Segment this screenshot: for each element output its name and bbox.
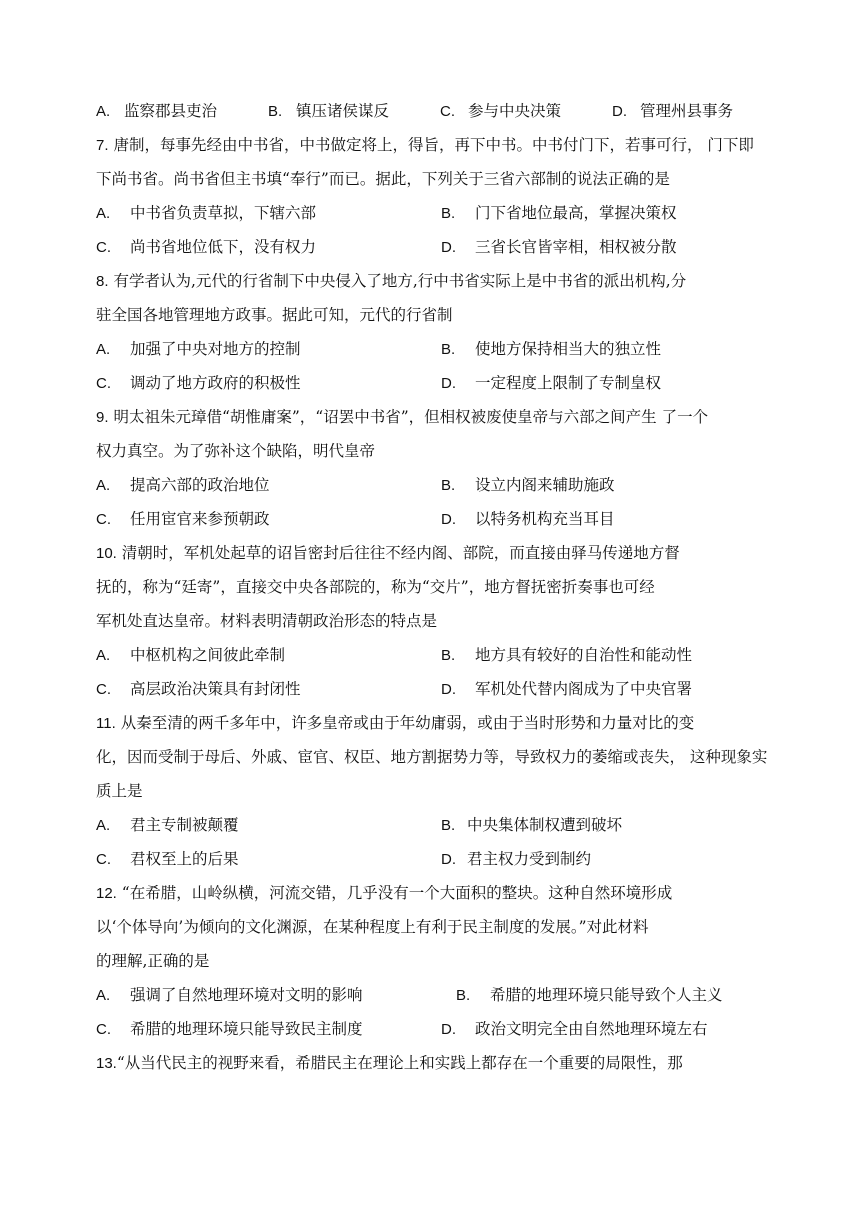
option-c <box>96 676 441 710</box>
option-text: 中央集体制权遭到破坏 <box>467 816 623 834</box>
option-c <box>96 370 441 404</box>
option-letter: A. <box>96 647 111 664</box>
question-10 <box>96 540 786 710</box>
option-text: 管理州县事务 <box>640 102 734 120</box>
options-row <box>96 472 786 506</box>
question-stem-line <box>96 948 786 982</box>
option-letter: D. <box>441 511 456 528</box>
question-stem-line <box>96 710 786 744</box>
question-stem-line <box>96 880 786 914</box>
option-letter: D. <box>612 103 627 120</box>
question-number: 10. <box>96 545 117 562</box>
stem-text: 驻全国各地管理地方政事。据此可知，元代的行省制 <box>96 306 453 324</box>
option-text: 君主权力受到制约 <box>467 850 592 868</box>
question-stem-line <box>96 744 786 778</box>
option-text: 尚书省地位低下，没有权力 <box>130 238 317 256</box>
option-d <box>441 1016 786 1050</box>
option-text: 政治文明完全由自然地理环境左右 <box>475 1020 708 1038</box>
option-text: 中书省负责草拟，下辖六部 <box>130 204 317 222</box>
question-stem-line <box>96 438 786 472</box>
option-letter: C. <box>96 511 111 528</box>
options-row <box>96 336 786 370</box>
options-row <box>96 676 786 710</box>
option-letter: C. <box>96 1021 111 1038</box>
stem-text: 军机处直达皇帝。材料表明清朝政治形态的特点是 <box>96 612 438 630</box>
option-c <box>96 846 441 880</box>
option-letter: B. <box>456 987 471 1004</box>
option-a <box>96 982 456 1016</box>
question-13 <box>96 1050 786 1084</box>
option-text: 强调了自然地理环境对文明的影响 <box>130 986 363 1004</box>
question-11 <box>96 710 786 880</box>
question-number: 12. <box>96 885 117 902</box>
option-text: 任用宦官来参预朝政 <box>130 510 270 528</box>
option-c <box>96 1016 441 1050</box>
question-stem-line <box>96 540 786 574</box>
option-d <box>441 234 786 268</box>
options-row <box>96 982 786 1016</box>
option-text: 中枢机构之间彼此牵制 <box>130 646 286 664</box>
option-text: 地方具有较好的自治性和能动性 <box>475 646 693 664</box>
q6-options <box>96 98 786 132</box>
option-letter: C. <box>96 375 111 392</box>
option-text: 以特务机构充当耳目 <box>475 510 615 528</box>
question-12 <box>96 880 786 1050</box>
option-letter: D. <box>441 851 456 868</box>
stem-text: 的理解,正确的是 <box>96 952 210 970</box>
options-row <box>96 506 786 540</box>
stem-text: 下尚书省。尚书省但主书填“奉行”而已。据此，下列关于三省六部制的说法正确的是 <box>96 170 670 188</box>
option-d <box>441 506 786 540</box>
option-text: 一定程度上限制了专制皇权 <box>475 374 662 392</box>
option-letter: B. <box>268 103 283 120</box>
question-7 <box>96 132 786 268</box>
option-b <box>441 336 786 370</box>
options-row <box>96 370 786 404</box>
question-number: 8. <box>96 273 109 290</box>
option-b <box>456 982 786 1016</box>
option-text: 君权至上的后果 <box>130 850 239 868</box>
question-stem-line <box>96 574 786 608</box>
option-letter: D. <box>441 239 456 256</box>
option-text: 加强了中央对地方的控制 <box>130 340 301 358</box>
option-text: 三省长官皆宰相，相权被分散 <box>475 238 677 256</box>
option-c <box>96 506 441 540</box>
stem-text: “从当代民主的视野来看，希腊民主在理论上和实践上都存在一个重要的局限性，那 <box>116 1054 683 1072</box>
option-letter: B. <box>441 477 456 494</box>
stem-text: “在希腊，山岭纵横，河流交错，几乎没有一个大面积的整块。这种自然环境形成 <box>121 884 673 902</box>
option-text: 提高六部的政治地位 <box>130 476 270 494</box>
stem-text: 质上是 <box>96 782 143 800</box>
option-letter: A. <box>96 205 111 222</box>
option-letter: D. <box>441 681 456 698</box>
option-letter: D. <box>441 375 456 392</box>
question-number: 9. <box>96 409 109 426</box>
question-8 <box>96 268 786 404</box>
question-number: 11. <box>96 715 116 732</box>
option-c <box>96 234 441 268</box>
option-b <box>441 642 786 676</box>
option-b <box>441 200 786 234</box>
option-text: 调动了地方政府的积极性 <box>130 374 301 392</box>
option-text: 高层政治决策具有封闭性 <box>130 680 301 698</box>
question-number: 7. <box>96 137 109 154</box>
stem-text: 化，因而受制于母后、外戚、宦官、权臣、地方割据势力等，导致权力的萎缩或丧失， 这种现象实 <box>96 748 768 766</box>
question-stem-line <box>96 268 786 302</box>
stem-text: 从秦至清的两千多年中，许多皇帝或由于年幼庸弱，或由于当时形势和力量对比的变 <box>120 714 695 732</box>
option-letter: D. <box>441 1021 456 1038</box>
stem-text: 抚的，称为“廷寄”，直接交中央各部院的，称为“交片”，地方督抚密折奏事也可经 <box>96 578 655 596</box>
options-row <box>96 642 786 676</box>
question-number: 13. <box>96 1055 117 1072</box>
stem-text: 明太祖朱元璋借“胡惟庸案”，“诏罢中书省”，但相权被废使皇帝与六部之间产生 了一个 <box>113 408 709 426</box>
option-text: 君主专制被颠覆 <box>130 816 239 834</box>
question-9 <box>96 404 786 540</box>
option-letter: B. <box>441 341 456 358</box>
option-letter: A. <box>96 341 111 358</box>
option-text: 监察郡县吏治 <box>124 102 218 120</box>
option-letter: C. <box>440 103 455 120</box>
option-b <box>441 812 786 846</box>
options-row <box>96 1016 786 1050</box>
option-letter: C. <box>96 681 111 698</box>
option-a <box>96 472 441 506</box>
option-letter: A. <box>96 103 111 120</box>
question-stem-line <box>96 1050 786 1084</box>
options-row <box>96 200 786 234</box>
question-stem-line <box>96 778 786 812</box>
option-d <box>441 846 786 880</box>
option-letter: A. <box>96 477 111 494</box>
question-stem-line <box>96 608 786 642</box>
options-row <box>96 234 786 268</box>
option-a <box>96 336 441 370</box>
option-letter: B. <box>441 647 456 664</box>
option-text: 镇压诸侯谋反 <box>296 102 390 120</box>
option-text: 参与中央决策 <box>468 102 562 120</box>
option-text: 军机处代替内阁成为了中央官署 <box>475 680 693 698</box>
q6-option-d <box>612 98 786 132</box>
options-row <box>96 812 786 846</box>
question-stem-line <box>96 404 786 438</box>
question-stem-line <box>96 166 786 200</box>
options-row <box>96 846 786 880</box>
option-a <box>96 812 441 846</box>
question-stem-line <box>96 914 786 948</box>
stem-text: 权力真空。为了弥补这个缺陷，明代皇帝 <box>96 442 376 460</box>
option-letter: A. <box>96 817 111 834</box>
q6-option-c <box>440 98 612 132</box>
stem-text: 有学者认为,元代的行省制下中央侵入了地方,行中书省实际上是中书省的派出机构,分 <box>113 272 687 290</box>
option-text: 设立内阁来辅助施政 <box>475 476 615 494</box>
exam-page <box>96 98 786 1084</box>
stem-text: 唐制，每事先经由中书省，中书做定将上，得旨，再下中书。中书付门下，若事可行， 门下即 <box>113 136 754 154</box>
option-letter: B. <box>441 817 456 834</box>
question-stem-line <box>96 132 786 166</box>
option-letter: B. <box>441 205 456 222</box>
option-letter: C. <box>96 851 111 868</box>
option-text: 使地方保持相当大的独立性 <box>475 340 662 358</box>
option-d <box>441 676 786 710</box>
option-letter: A. <box>96 987 111 1004</box>
q6-option-b <box>268 98 440 132</box>
question-stem-line <box>96 302 786 336</box>
stem-text: 以‘个体导向’为倾向的文化渊源，在某种程度上有利于民主制度的发展。”对此材料 <box>96 918 649 936</box>
option-a <box>96 642 441 676</box>
q6-option-a <box>96 98 268 132</box>
stem-text: 清朝时，军机处起草的诏旨密封后往往不经内阁、部院，而直接由驿马传递地方督 <box>121 544 680 562</box>
option-d <box>441 370 786 404</box>
option-letter: C. <box>96 239 111 256</box>
option-text: 希腊的地理环境只能导致个人主义 <box>490 986 723 1004</box>
option-text: 希腊的地理环境只能导致民主制度 <box>130 1020 363 1038</box>
option-a <box>96 200 441 234</box>
option-text: 门下省地位最高，掌握决策权 <box>475 204 677 222</box>
option-b <box>441 472 786 506</box>
